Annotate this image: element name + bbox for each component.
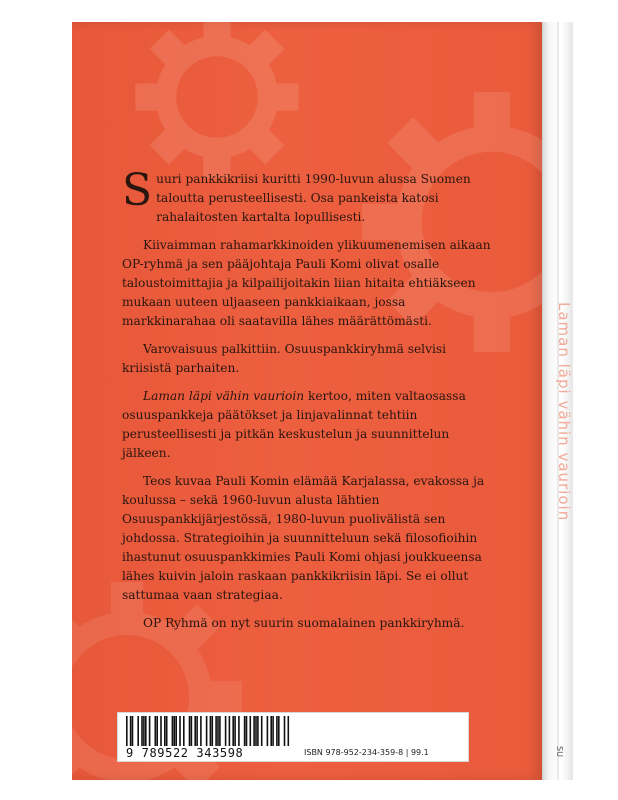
barcode-digits: 9 789522 343598 — [126, 746, 244, 760]
barcode-bar — [130, 716, 132, 746]
drop-cap: S — [122, 165, 153, 216]
barcode-bar — [246, 716, 248, 746]
barcode-bar — [200, 716, 202, 746]
barcode-bar — [174, 716, 176, 746]
blurb-text — [122, 165, 496, 642]
barcode-bar — [234, 716, 236, 746]
barcode-bars — [126, 716, 294, 746]
book-back-cover — [72, 22, 572, 780]
barcode-bar — [196, 716, 198, 746]
barcode-bar — [206, 716, 208, 746]
cover-panel — [72, 22, 542, 780]
barcode-bar — [156, 716, 158, 746]
barcode-bar — [278, 716, 280, 746]
barcode-bar — [276, 716, 278, 746]
spine-title: Laman läpi vähin vaurioin — [555, 302, 573, 522]
paragraph-4-text: kertoo, miten valtaosassa osuuspankkeja päätökset ja linjavalinnat tehtiin perusteellisesti ja pitkän keskustelun ja suunnittelun jälkeen. — [122, 389, 466, 460]
barcode-bar — [250, 716, 252, 746]
spine-edge — [542, 22, 573, 780]
barcode-bar — [164, 716, 166, 746]
barcode-bar — [261, 716, 263, 746]
barcode-bar — [238, 716, 240, 746]
barcode-bar — [143, 716, 145, 746]
barcode-bar — [267, 716, 269, 746]
paragraph-1-text: uuri pankkikriisi kuritti 1990-luvun alussa Suomen taloutta perusteellisesti. Osa pankeista katosi rahalaitosten kartalta lopullisesti. — [156, 172, 471, 224]
barcode-bar — [215, 716, 217, 746]
barcode-bar — [155, 716, 157, 746]
barcode-bar — [149, 716, 151, 746]
barcode-bar — [189, 716, 191, 746]
barcode-bar — [270, 716, 272, 746]
barcode-bar — [160, 716, 162, 746]
barcode-bar — [212, 716, 214, 746]
barcode-bar — [141, 716, 143, 746]
barcode-bar — [257, 716, 259, 746]
barcode-bar — [253, 716, 255, 746]
barcode-bar — [225, 716, 227, 746]
paragraph-3: Varovaisuus palkittiin. Osuuspankkiryhmä selvisi kriisistä parhaiten. — [122, 342, 447, 375]
barcode-bar — [191, 716, 193, 746]
barcode-bar — [210, 716, 212, 746]
barcode-bar — [137, 716, 139, 746]
barcode-bar — [232, 716, 234, 746]
gear-decoration-top-left — [132, 22, 302, 182]
barcode-bar — [272, 716, 274, 746]
paragraph-4 — [122, 387, 496, 463]
barcode-bar — [229, 716, 231, 746]
paragraph-5: Teos kuvaa Pauli Komin elämää Karjalassa, evakossa ja koulussa – sekä 1960-luvun alusta lähtien Osuuspankkijärjestössä, 1980-luvun puolivälistä sen johdossa. Strategioihin ja suunnitteluun sekä filosofioihin ihastunut osuuspankkimies Pauli Komi ohjasi joukkueensa lähes kuivin jaloin raskaan pankkikriisin läpi. Se ei ollut sattumaa vaan strategiaa. — [122, 474, 485, 602]
isbn-text: ISBN 978-952-234-359-8 | 99.1 — [304, 748, 429, 757]
barcode-bar — [255, 716, 257, 746]
barcode-bar — [172, 716, 174, 746]
barcode-bar — [179, 716, 181, 746]
barcode-label — [117, 712, 469, 762]
barcode-bar — [288, 716, 290, 746]
paragraph-6: OP Ryhmä on nyt suurin suomalainen pankkiryhmä. — [143, 616, 465, 630]
spine-code: SU — [555, 746, 564, 757]
barcode-bar — [244, 716, 246, 746]
barcode-bar — [284, 716, 286, 746]
barcode-bar — [132, 716, 134, 746]
barcode-bar — [145, 716, 147, 746]
paragraph-1 — [122, 165, 496, 227]
barcode-bar — [194, 716, 196, 746]
book-title-italic: Laman läpi vähin vaurioin — [143, 389, 305, 403]
barcode-bar — [166, 716, 168, 746]
barcode-bar — [175, 716, 177, 746]
barcode-bar — [217, 716, 219, 746]
barcode-bar — [126, 716, 128, 746]
barcode-bar — [219, 716, 221, 746]
paragraph-2: Kiivaimman rahamarkkinoiden ylikuumenemisen aikaan OP-ryhmä ja sen pääjohtaja Pauli Komi olivat osalle taloustoimittajia ja kilpailijoitakin liian hitaita ehtiäkseen mukaan uuteen uljaaseen pankkiaikaan, jossa markkinarahaa oli saatavilla lähes määrättömästi. — [122, 238, 491, 328]
barcode-bar — [183, 716, 185, 746]
